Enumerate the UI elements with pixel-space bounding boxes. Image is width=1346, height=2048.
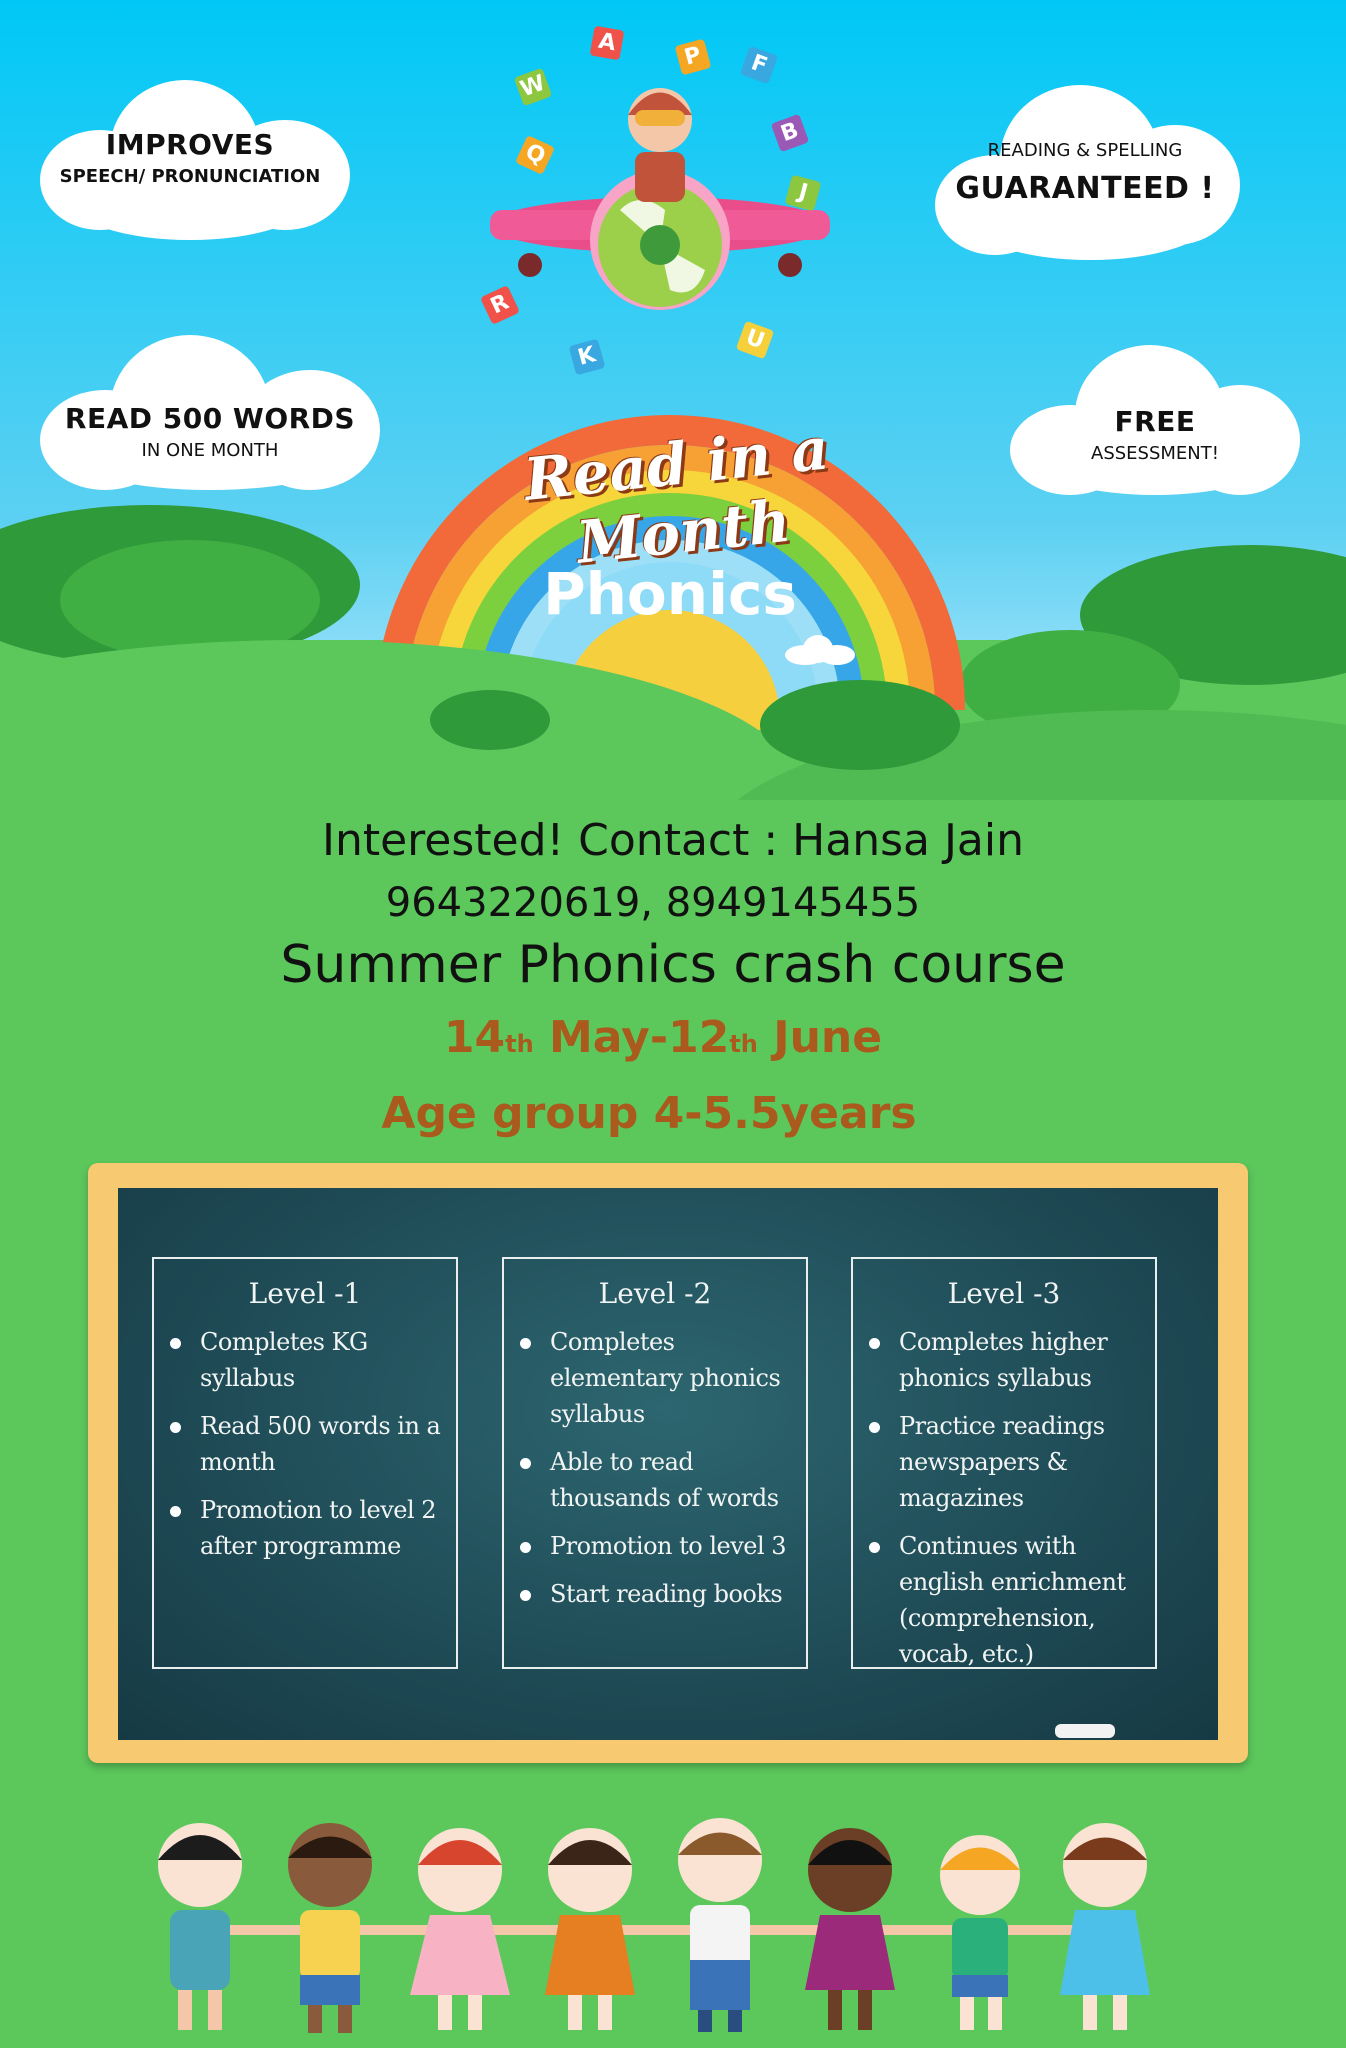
list-item: Promotion to level 2 after programme	[200, 1492, 446, 1564]
flying-letter-b: B	[771, 114, 809, 152]
cloud-read-500-small: IN ONE MONTH	[141, 440, 279, 461]
level-1-card	[152, 1257, 458, 1669]
chalk-piece	[1055, 1724, 1115, 1738]
cloud-guaranteed	[930, 65, 1240, 260]
cloud-guaranteed-big: GUARANTEED !	[955, 171, 1215, 206]
list-item: Read 500 words in a month	[200, 1408, 446, 1480]
children-holding-hands-illustration	[140, 1810, 1180, 2040]
list-item: Promotion to level 3	[550, 1528, 796, 1564]
date-end-suffix: th	[729, 1030, 758, 1058]
level-3-list	[853, 1324, 1155, 1672]
cloud-improves-big: IMPROVES	[105, 128, 275, 161]
level-3-title: Level -3	[947, 1277, 1061, 1310]
cloud-free-assessment	[1010, 345, 1300, 495]
small-cloud	[785, 635, 855, 665]
hero-script-title: Read in a Month	[521, 414, 832, 577]
flying-letter-w: W	[514, 68, 552, 106]
list-item: Start reading books	[550, 1576, 796, 1612]
date-end-month: June	[757, 1012, 883, 1063]
cloud-improves-small: SPEECH/ PRONUNCIATION	[59, 166, 321, 187]
age-group: Age group 4-5.5years	[381, 1088, 917, 1139]
level-1-list	[154, 1324, 456, 1564]
level-2-card	[502, 1257, 808, 1669]
list-item: Completes KG syllabus	[200, 1324, 446, 1396]
cloud-improves	[30, 60, 350, 240]
list-item: Continues with english enrichment (comprehension, vocab, etc.)	[899, 1528, 1145, 1672]
cloud-free-big: FREE	[1114, 405, 1196, 438]
flying-letter-r: R	[480, 285, 520, 325]
date-start-suffix: th	[505, 1030, 534, 1058]
list-item: Practice readings newspapers & magazines	[899, 1408, 1145, 1516]
bush-center-left	[430, 690, 550, 750]
hero-subtitle: Phonics	[543, 560, 797, 628]
level-2-title: Level -2	[598, 1277, 712, 1310]
list-item: Completes higher phonics syllabus	[899, 1324, 1145, 1396]
cloud-guaranteed-small: READING & SPELLING	[987, 140, 1183, 161]
contact-phones: 9643220619, 8949145455	[385, 880, 921, 926]
date-start-num: 14	[443, 1012, 506, 1063]
flying-letter-f: F	[740, 46, 778, 84]
level-3-card	[851, 1257, 1157, 1669]
list-item: Completes elementary phonics syllabus	[550, 1324, 796, 1432]
flying-letter-u: U	[736, 321, 774, 359]
cloud-free-small: ASSESSMENT!	[1091, 443, 1219, 464]
flying-letter-a: A	[590, 26, 625, 61]
flying-letter-k: K	[569, 339, 606, 376]
bush-center-right	[760, 680, 960, 770]
level-1-title: Level -1	[248, 1277, 362, 1310]
flying-letter-p: P	[675, 39, 712, 76]
course-title: Summer Phonics crash course	[280, 935, 1066, 995]
course-dates	[0, 1012, 1336, 1063]
flying-letter-j: J	[785, 175, 822, 212]
cloud-read-500-words	[40, 330, 380, 490]
contact-line: Interested! Contact : Hansa Jain	[321, 815, 1025, 866]
level-2-list	[504, 1324, 806, 1612]
flying-letter-q: Q	[515, 135, 555, 175]
date-start-month: May-12	[533, 1012, 730, 1063]
list-item: Able to read thousands of words	[550, 1444, 796, 1516]
cloud-read-500-big: READ 500 WORDS	[64, 402, 356, 435]
